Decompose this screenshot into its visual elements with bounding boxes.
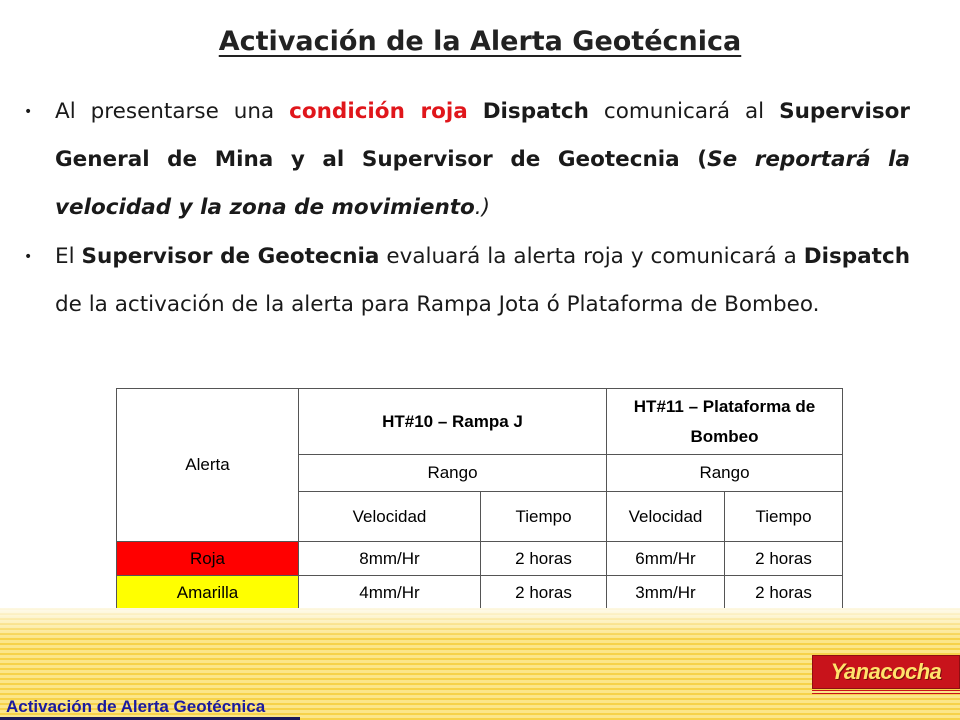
yanacocha-logo	[812, 655, 960, 689]
bold-text: (	[679, 147, 708, 172]
alert-table	[116, 388, 843, 610]
table-cell: 8mm/Hr	[299, 542, 481, 576]
bullet-text-part: de la activación de la alerta para Rampa Jota ó Plataforma de Bombeo.	[55, 292, 820, 317]
alert-table-container	[116, 388, 843, 610]
time-header: Tiempo	[725, 492, 843, 542]
bullet-icon: •	[24, 249, 33, 265]
table-cell: 2 horas	[725, 576, 843, 610]
group-header-ht10: HT#10 – Rampa J	[299, 389, 607, 455]
bold-italic-text: Se reportará la velocidad y la zona de movimiento	[55, 147, 911, 220]
bullet-text	[55, 244, 910, 317]
time-header: Tiempo	[481, 492, 607, 542]
bold-text: Supervisor General de Mina y al Supervisor de Geotecnia	[55, 99, 910, 172]
bold-text: Dispatch	[803, 244, 911, 269]
velocity-header: Velocidad	[607, 492, 725, 542]
table-cell: 6mm/Hr	[607, 542, 725, 576]
bullet-list	[22, 88, 910, 330]
group-header-ht11: HT#11 – Plataforma de Bombeo	[607, 389, 843, 455]
logo-stripes	[812, 690, 960, 696]
bullet-text-part: El	[55, 244, 82, 269]
alert-level-red: Roja	[117, 542, 299, 576]
bullet-text-part	[468, 99, 483, 124]
bullet-item	[22, 233, 910, 329]
bullet-text	[55, 99, 910, 220]
bullet-text-part: comunicará al	[588, 99, 780, 124]
footer-label: Activación de Alerta Geotécnica	[6, 697, 266, 716]
alert-level-yellow: Amarilla	[117, 576, 299, 610]
footer-fade	[0, 608, 960, 638]
table-header-row	[117, 389, 843, 455]
bold-text: Dispatch	[482, 99, 589, 124]
table-cell: 2 horas	[481, 576, 607, 610]
logo-text: Yanacocha	[830, 659, 942, 684]
bold-text: Supervisor de Geotecnia	[81, 244, 380, 269]
table-row	[117, 576, 843, 610]
alert-column-header: Alerta	[117, 389, 299, 542]
table-cell: 4mm/Hr	[299, 576, 481, 610]
velocity-header: Velocidad	[299, 492, 481, 542]
highlight-red-text: condición roja	[289, 99, 468, 124]
bullet-text-part: Al presentarse una	[55, 99, 290, 124]
bullet-item	[22, 88, 910, 232]
table-cell: 2 horas	[481, 542, 607, 576]
table-cell: 3mm/Hr	[607, 576, 725, 610]
table-cell: 2 horas	[725, 542, 843, 576]
slide-title: Activación de la Alerta Geotécnica	[218, 26, 742, 57]
italic-text: .)	[474, 195, 491, 220]
bullet-icon: •	[24, 104, 33, 120]
range-header: Rango	[607, 455, 843, 492]
range-header: Rango	[299, 455, 607, 492]
bullet-text-part: evaluará la alerta roja y comunicará a	[379, 244, 804, 269]
table-row	[117, 542, 843, 576]
